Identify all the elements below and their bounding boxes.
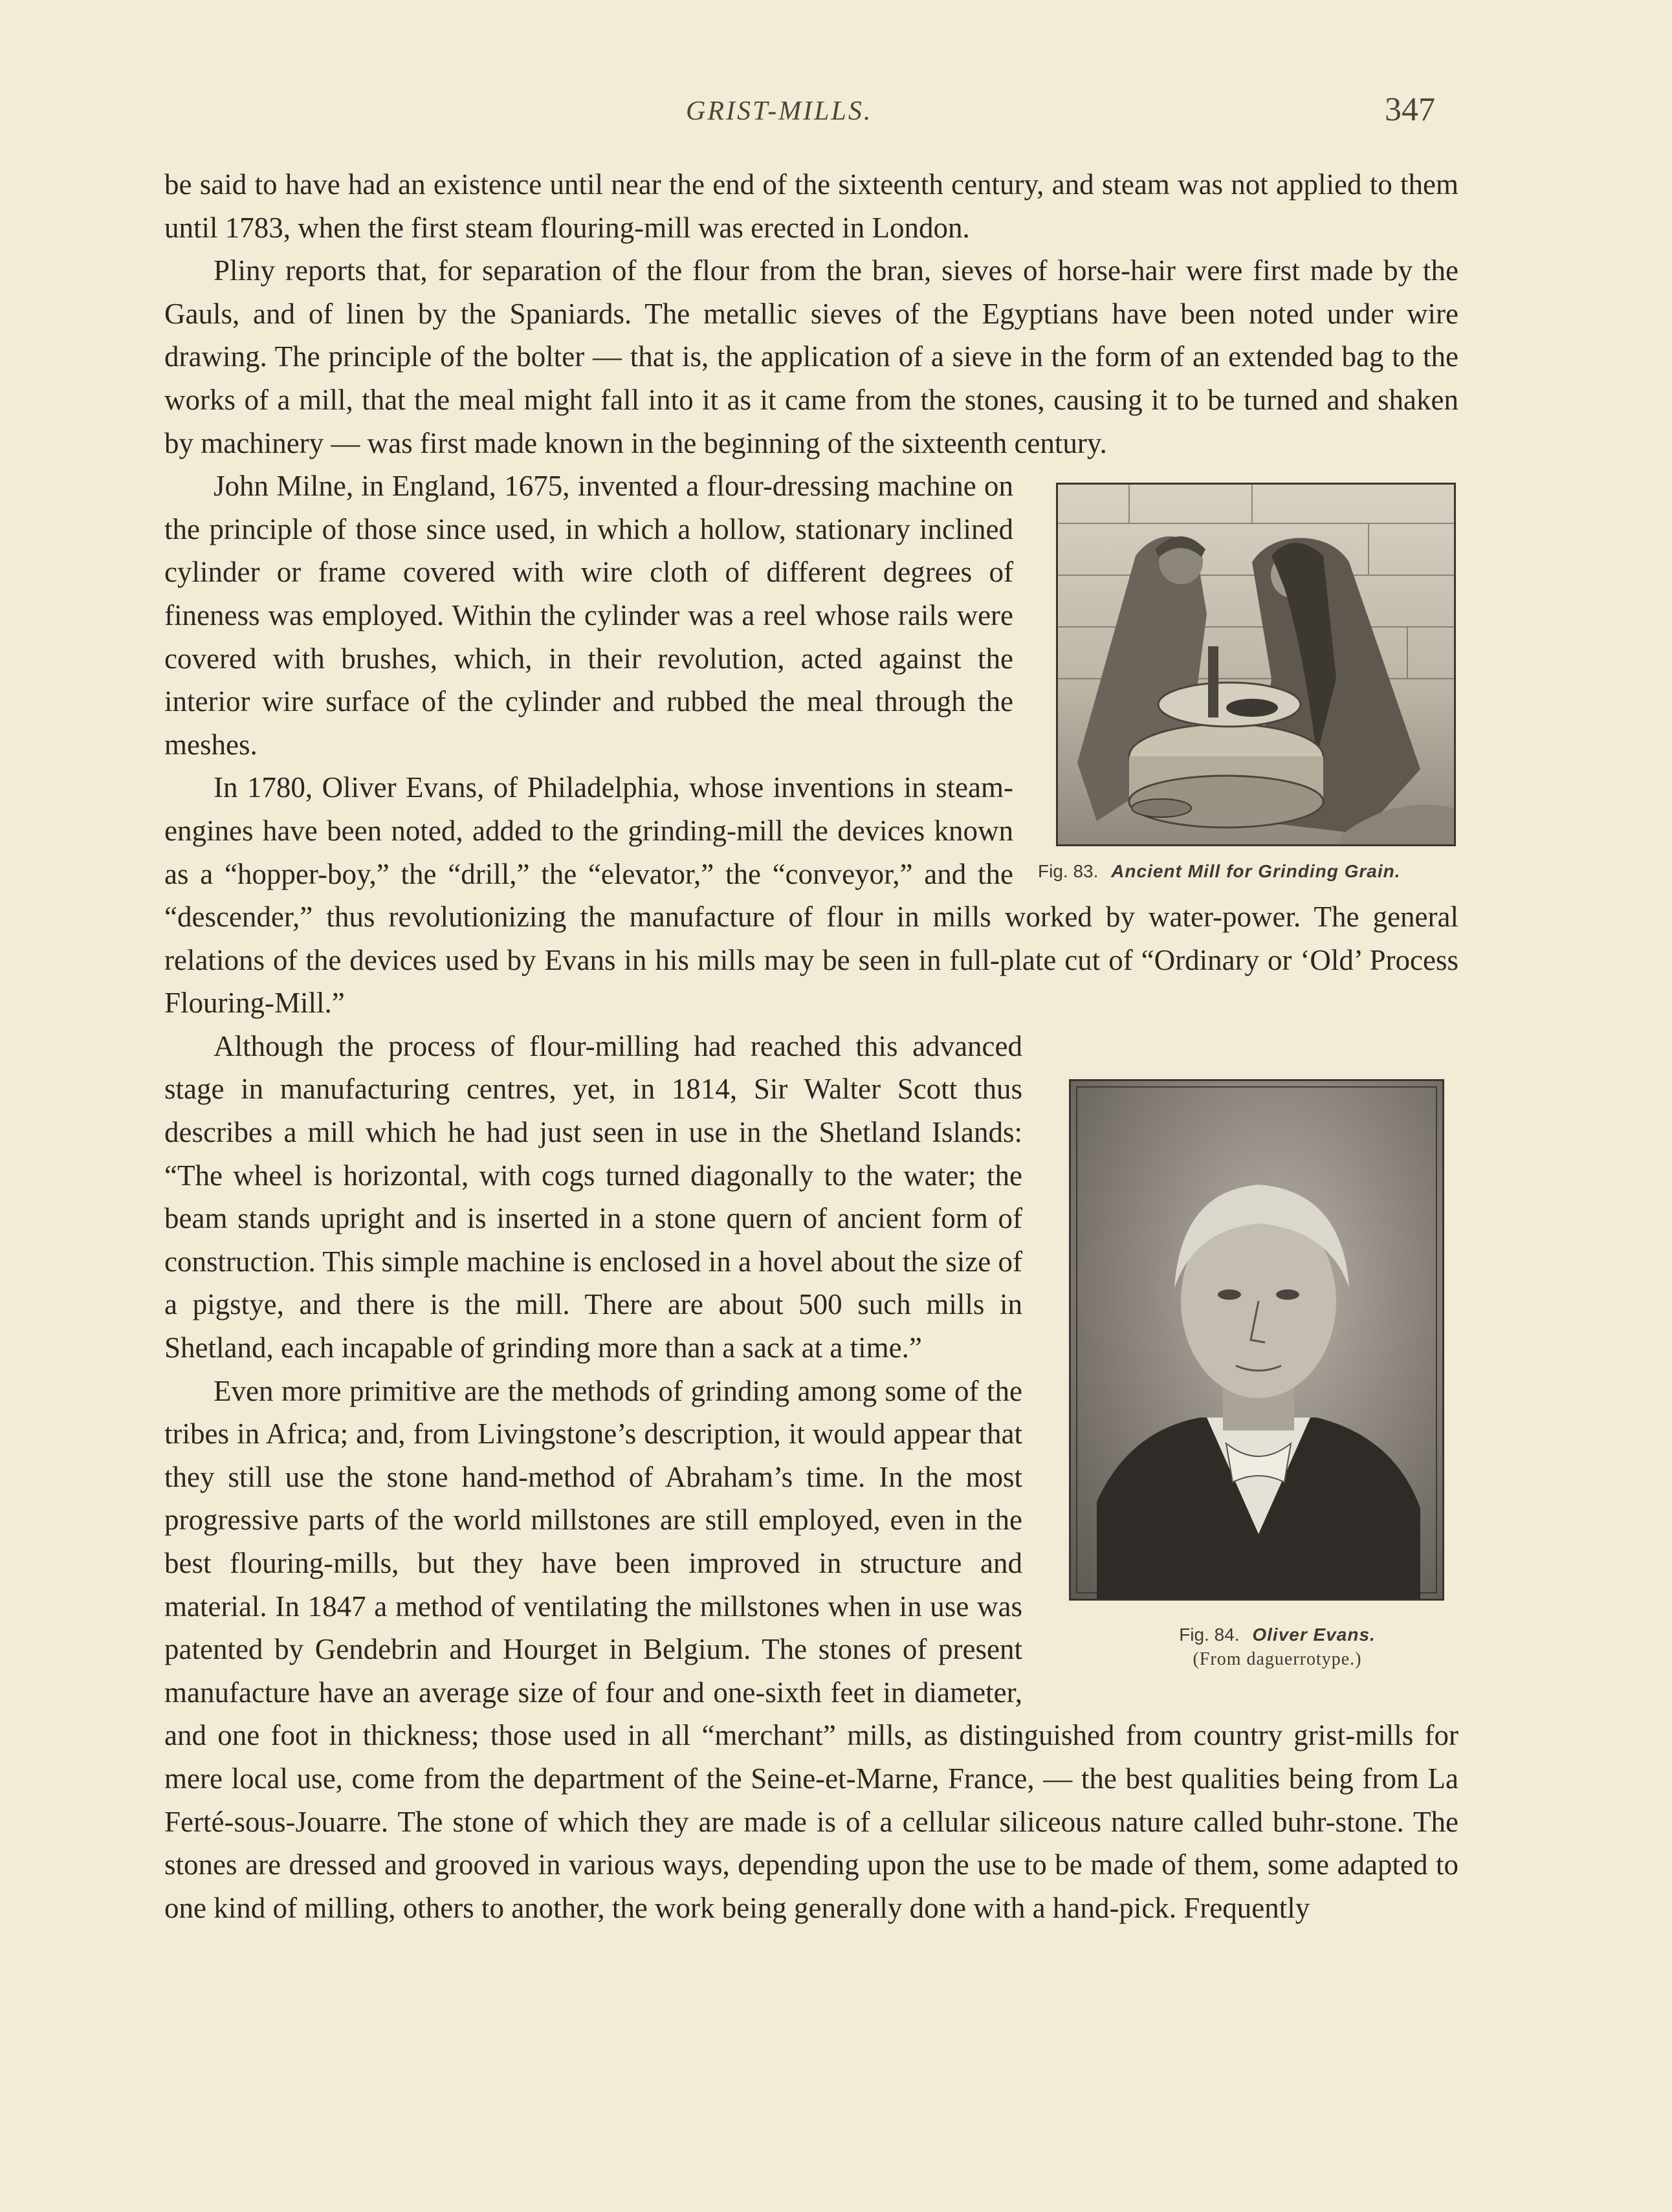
figure-84-caption xyxy=(1057,1623,1458,1672)
running-title: GRIST-MILLS. xyxy=(686,96,873,126)
portrait-illustration xyxy=(1071,1081,1442,1599)
page-number: 347 xyxy=(1385,91,1435,128)
figure-84-number: Fig. 84. xyxy=(1179,1624,1240,1645)
ancient-mill-illustration xyxy=(1058,485,1454,844)
figure-83-caption xyxy=(1038,859,1458,884)
paragraph-scott: Although the process of flour-milling had reached this advanced stage in manufacturing centres, yet, in 1814, Sir Walter Scott thus describes a mill which he had just seen in use in the Shetland Islands: “The wheel is horizontal, with cogs turned diagonally to the water; the beam stands upright and is inserted in a stone quern of ancient form of construction. This simple machine is enclosed in a hovel about the size of a pigstye, and there is the mill. There are about 500 such mills in Shetland, each incapable of grinding more than a sack at a time.” xyxy=(164,1029,1022,1364)
paragraph-milne: John Milne, in England, 1675, invented a flour-dressing machine on the principle of those since used, in which a hollow, stationary inclined cylinder or frame covered with wire cloth of different degrees of fineness was employed. Within the cylinder was a reel whose rails were covered with brushes, which, in their revolution, acted against the interior wire surface of the cylinder and rubbed the meal through the meshes. xyxy=(164,470,1013,761)
paragraph-evans: In 1780, Oliver Evans, of Philadelphia, whose inventions in steam-engines have been noted, added to the grinding-mill the devices known as a “hopper-boy,” the “drill,” the “elevator,” the “conveyor,” and the “descender,” thus revolutionizing the manufacture of flour in mills worked by water-power. The general relations of the devices used by Evans in his mills may be seen in full-plate cut of “Ordinary or ‘Old’ Process Flouring-Mill.” xyxy=(164,771,1458,1020)
figure-84 xyxy=(1057,1079,1458,1672)
paragraph-africa: Even more primitive are the methods of grinding among some of the tribes in Africa; and, from Livingstone’s description, it would appear that they still use the stone hand-method of Abraham’s time. In the most progressive parts of the world millstones are still employed, even in the best flouring-mills, but they have been improved in structure and material. In 1847 a method of ventilating the millstones when in use was patented by Gendebrin and Hourget in Belgium. The stones of present manufacture have an average size of four and one-sixth feet in diameter, and one foot in thickness; those used in all “merchant” mills, as distinguished from country grist-mills for mere local use, come from the department of the Seine-et-Marne, France, — the best qualities being from La Ferté-sous-Jouarre. The stone of which they are made is of a cellular siliceous nature called buhr-stone. The stones are dressed and grooved in various ways, depending upon the use to be made of them, some adapted to one kind of milling, others to another, the work being generally done with a hand-pick. Frequently xyxy=(164,1374,1458,1924)
figure-83-number: Fig. 83. xyxy=(1038,861,1099,882)
paragraph-continuation: be said to have had an existence until near the end of the sixteenth century, and steam was not applied to them until 1783, when the first steam flouring-mill was erected in London. xyxy=(164,168,1458,244)
body-text xyxy=(164,163,1458,1929)
figure-84-title: Oliver Evans. xyxy=(1252,1624,1376,1645)
figure-83-title: Ancient Mill for Grinding Grain. xyxy=(1111,861,1401,882)
figure-84-note: (From daguerrotype.) xyxy=(1193,1648,1362,1669)
paragraph-pliny: Pliny reports that, for separation of the flour from the bran, sieves of horse-hair were first made by the Gauls, and of linen by the Spaniards. The metallic sieves of the Egyptians have been noted under wire drawing. The principle of the bolter — that is, the application of a sieve in the form of an extended bag to the works of a mill, that the meal might fall into it as it came from the stones, causing it to be turned and shaken by machinery — was first made known in the beginning of the sixteenth century. xyxy=(164,254,1458,459)
running-head xyxy=(0,91,1672,136)
figure-83 xyxy=(1038,483,1458,884)
oliver-evans-portrait xyxy=(1069,1079,1444,1601)
ancient-mill-engraving xyxy=(1056,483,1456,846)
